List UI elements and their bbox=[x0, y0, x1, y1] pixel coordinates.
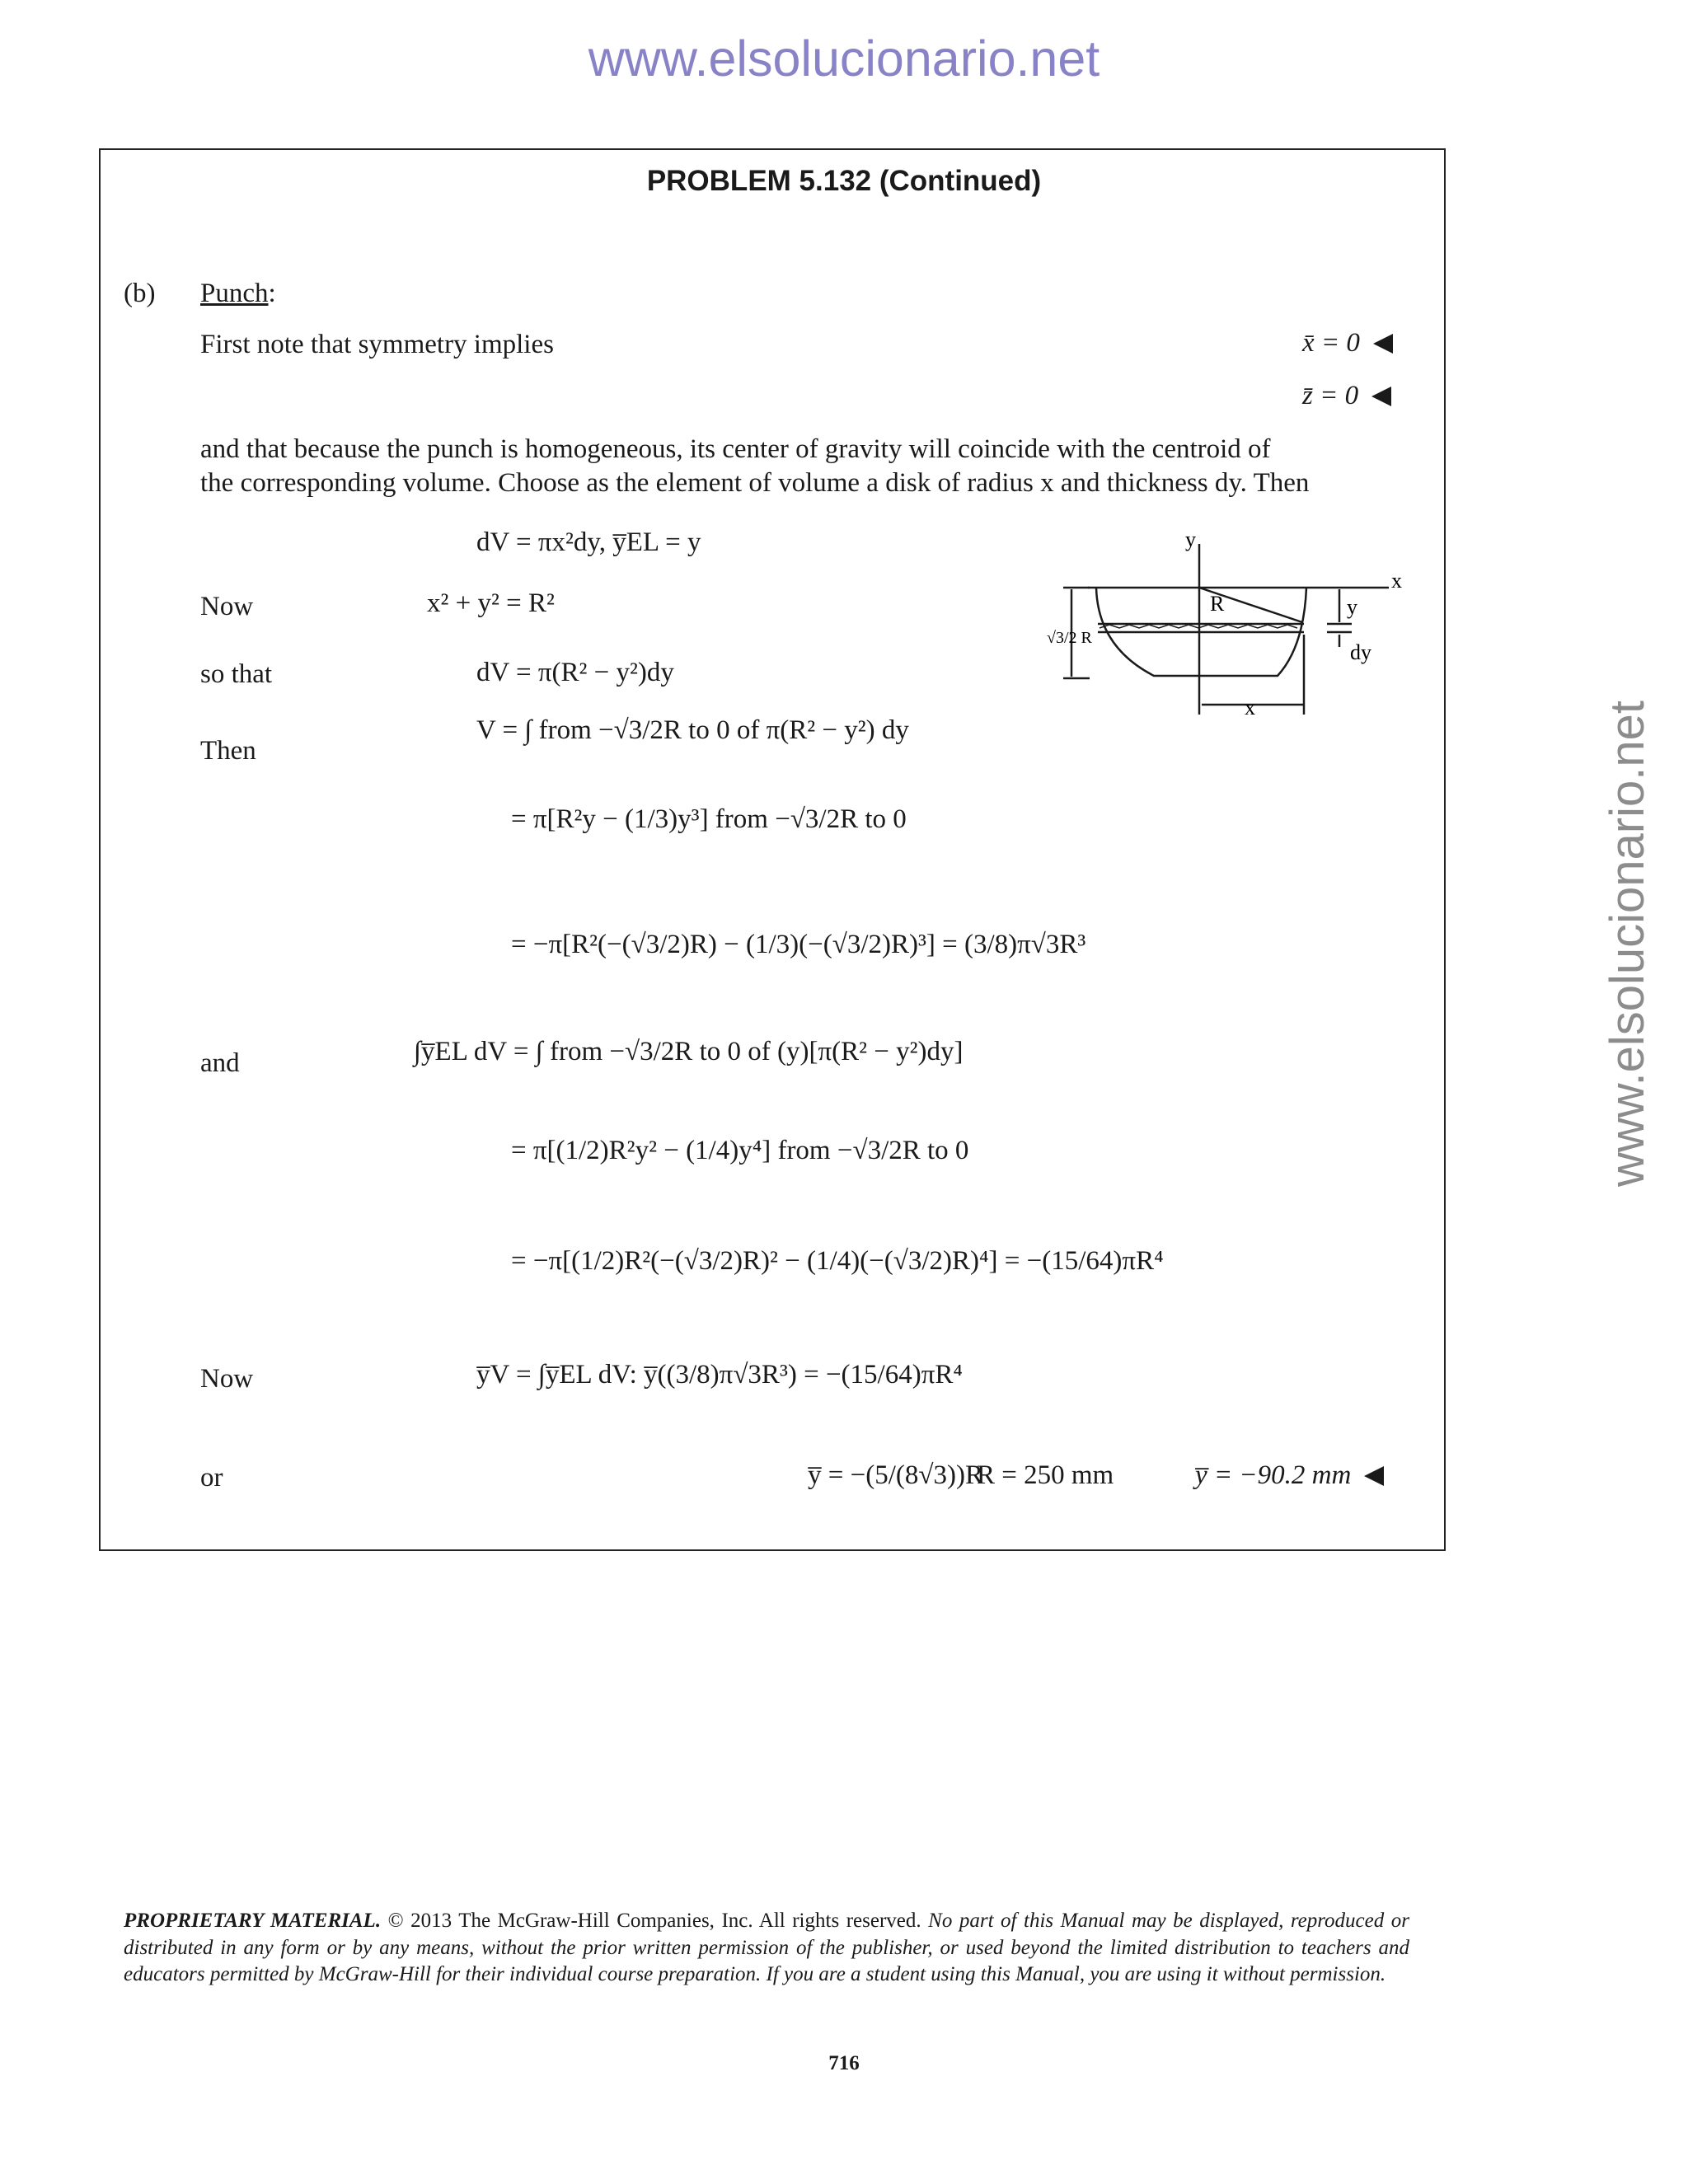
diagram-label-dy: dy bbox=[1350, 640, 1372, 664]
eq-dv-substituted: dV = π(R² − y²)dy bbox=[476, 658, 674, 687]
label-and: and bbox=[200, 1048, 240, 1078]
problem-title: PROBLEM 5.132 (Continued) bbox=[646, 165, 1042, 197]
diagram-label-y: y bbox=[1185, 532, 1196, 551]
eq-moment-step-1: = π[(1/2)R²y² − (1/4)y⁴] from −√3/2R to 0 bbox=[511, 1136, 969, 1165]
footer-notice: PROPRIETARY MATERIAL. © 2013 The McGraw-Hill Companies, Inc. All rights reserved. No part of this Manual may be displayed, reproduced or distributed in any form or by any means, without the prior written permission of the publisher, or used beyond the limited distribution to teachers and educators permitted by McGraw-Hill for their individual course preparation. If you are a student using this Manual, you are using it without permission. bbox=[124, 1910, 1409, 1985]
diagram-label-x: x bbox=[1391, 569, 1402, 593]
answer-marker-icon bbox=[1364, 1466, 1384, 1486]
diagram-label-y-dim: y bbox=[1347, 595, 1357, 619]
eq-circle: x² + y² = R² bbox=[427, 588, 555, 618]
label-then: Then bbox=[200, 736, 256, 766]
result-z-bar: z̄ = 0 bbox=[1302, 381, 1391, 411]
punch-diagram bbox=[1047, 532, 1418, 729]
paragraph-line-1: and that because the punch is homogeneous, its center of gravity will coincide with the centroid of bbox=[200, 434, 1271, 464]
eq-volume-integral: V = ∫ from −√3/2R to 0 of π(R² − y²) dy bbox=[476, 715, 909, 745]
answer-marker-icon bbox=[1373, 334, 1393, 354]
diagram-label-x-dim: x bbox=[1245, 696, 1255, 719]
eq-ybar: y̅ = −(5/(8√3))R bbox=[808, 1460, 983, 1490]
part-title: Punch: bbox=[200, 279, 276, 308]
eq-moment-step-2: = −π[(1/2)R²(−(√3/2)R)² − (1/4)(−(√3/2)R)⁴] = −(15/64)πR⁴ bbox=[511, 1246, 1164, 1276]
label-so-that: so that bbox=[200, 659, 273, 689]
diagram-label-height: √3/2 R bbox=[1047, 629, 1092, 647]
page-number: 716 bbox=[828, 2052, 860, 2074]
result-y-bar: y̅ = −90.2 mm bbox=[1195, 1460, 1384, 1491]
eq-ybar-v: y̅V = ∫y̅EL dV: y̅((3/8)π√3R³) = −(15/64)πR⁴ bbox=[476, 1360, 963, 1390]
part-label: (b) bbox=[124, 279, 156, 308]
answer-marker-icon bbox=[1372, 387, 1391, 406]
watermark-top: www.elsolucionario.net bbox=[588, 30, 1100, 87]
eq-volume-step-2: = −π[R²(−(√3/2)R) − (1/3)(−(√3/2)R)³] = (3/8)π√3R³ bbox=[511, 930, 1086, 959]
watermark-side: www.elsolucionario.net bbox=[1601, 701, 1654, 1187]
result-x-bar: x̄ = 0 bbox=[1302, 328, 1393, 359]
label-now: Now bbox=[200, 592, 254, 621]
diagram-label-r: R bbox=[1210, 592, 1225, 616]
eq-dv-definition: dV = πx²dy, y̅EL = y bbox=[476, 527, 701, 557]
eq-radius: R = 250 mm bbox=[977, 1460, 1114, 1490]
paragraph-line-2: the corresponding volume. Choose as the element of volume a disk of radius x and thickness dy. Then bbox=[200, 468, 1310, 498]
label-or: or bbox=[200, 1463, 223, 1493]
eq-moment-integral: ∫y̅EL dV = ∫ from −√3/2R to 0 of (y)[π(R² − y²)dy] bbox=[414, 1037, 964, 1066]
eq-volume-step-1: = π[R²y − (1/3)y³] from −√3/2R to 0 bbox=[511, 804, 907, 834]
intro-text: First note that symmetry implies bbox=[200, 330, 554, 359]
label-now-2: Now bbox=[200, 1364, 254, 1394]
